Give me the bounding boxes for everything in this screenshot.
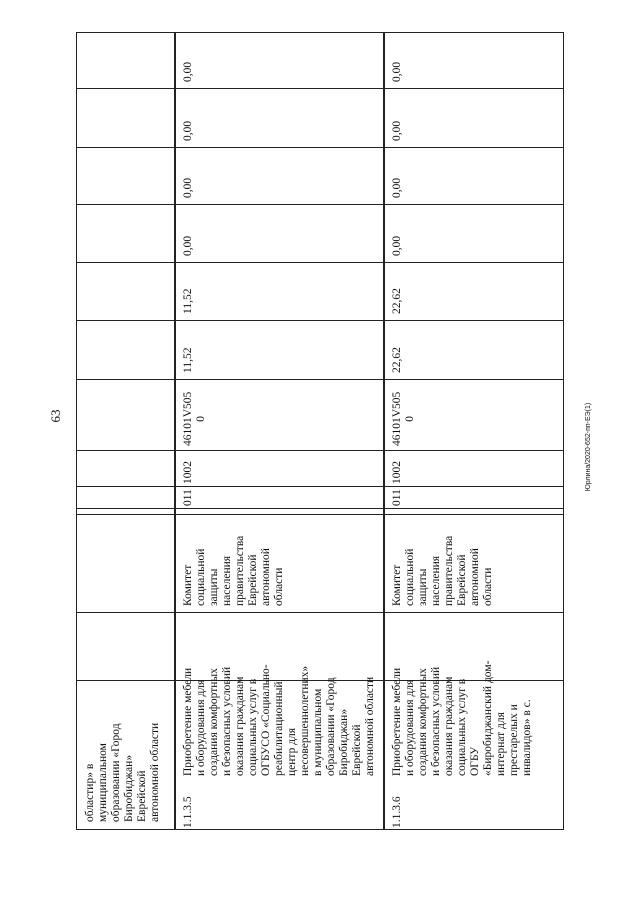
row1-id: 1.1.3.5 [182, 796, 194, 828]
row1-rz: 1002 [182, 461, 194, 484]
row1-executor: Комитет социальной защиты населения правительства Еврейской автономной области [182, 535, 285, 606]
row1-name: Приобретение мебели и оборудования для создания комфортных и безопасных условий оказания гражданам социальных услуг в ОГБУСО «Социально- реабилитационный центр для несовершеннолетних» в муниципальном образовании «Город Биробиджан» Еврейской автономной области [182, 664, 376, 776]
row2-name: Приобретение мебели и оборудования для создания комфортных и безопасных условий оказания гражданам социальных услуг в ОГБУ «Биробиджанский дом- интернат для престарелых и инвалидов» в с. [391, 660, 533, 776]
row1-csr: 46101V505 0 [182, 391, 207, 446]
row2-v4: 0,00 [391, 177, 403, 198]
row0-name: областиp» в муниципальном образовании «Город Биробиджан» Еврейской автономной области [84, 722, 161, 822]
row1-v6: 0,00 [182, 61, 194, 82]
row2-v1: 22,62 [391, 347, 403, 373]
row2-v5: 0,00 [391, 120, 403, 141]
row1-v3: 0,00 [182, 235, 194, 256]
row2-rz: 1002 [391, 461, 403, 484]
row1-grbs: 011 [182, 489, 194, 506]
budget-table [76, 32, 564, 830]
row1-v5: 0,00 [182, 120, 194, 141]
page-number: 63 [48, 409, 63, 423]
row2-v6: 0,00 [391, 61, 403, 82]
row2-grbs: 011 [391, 489, 403, 506]
row2-id: 1.1.3.6 [391, 796, 403, 828]
row1-v4: 0,00 [182, 177, 194, 198]
row2-v3: 0,00 [391, 235, 403, 256]
row2-csr: 46101V505 0 [391, 391, 416, 446]
row1-v1: 11,52 [182, 347, 194, 373]
row1-v2: 11,52 [182, 288, 194, 314]
footer-document-id: Юрлина/2020-652-пп-ЕЭ(1) [585, 402, 592, 492]
row2-v2: 22,62 [391, 288, 403, 314]
row2-executor: Комитет социальной защиты населения правительства Еврейской автономной области [391, 535, 494, 606]
